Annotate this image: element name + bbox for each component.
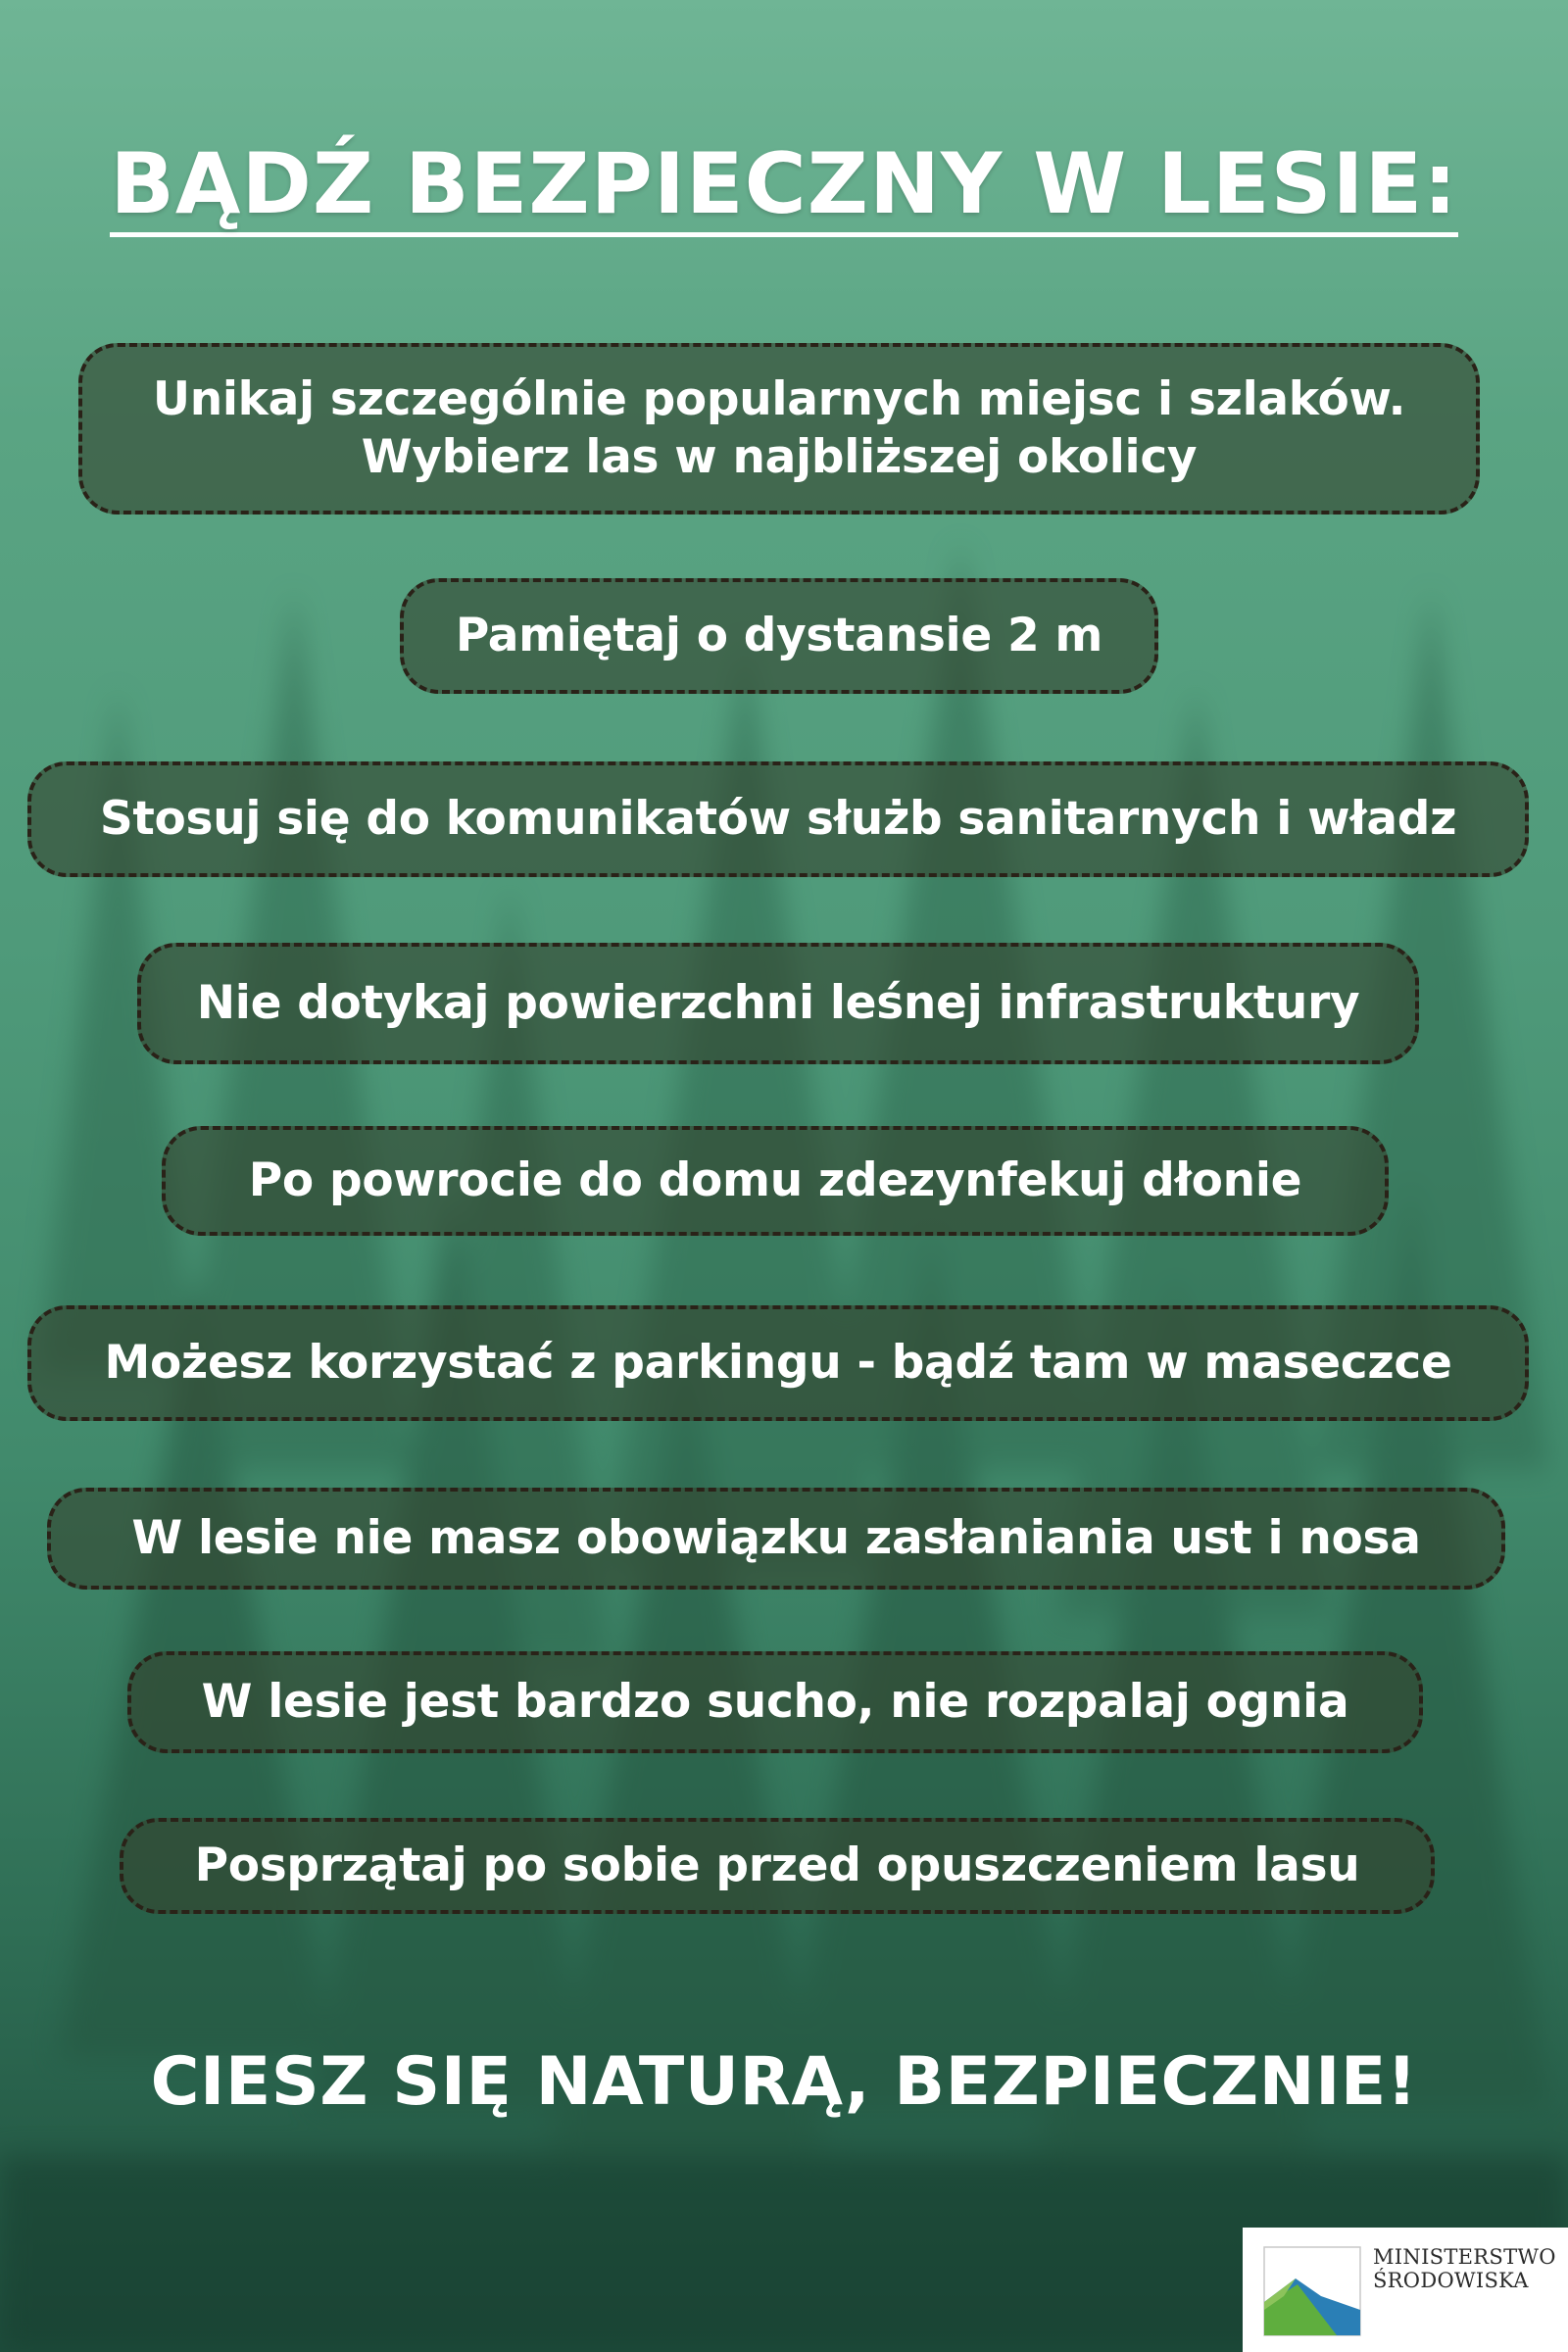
tip-text-1: [153, 371, 1405, 487]
tip-line: Wybierz las w najbliższej okolicy: [361, 429, 1198, 484]
title-text: BĄDŹ BEZPIECZNY W LESIE:: [110, 140, 1457, 237]
closing-slogan: CIESZ SIĘ NATURĄ, BEZPIECZNIE!: [150, 2043, 1418, 2121]
tip-line: Unikaj szczególnie popularnych miejsc i szlaków.: [152, 371, 1406, 426]
tip-text-7: W lesie nie masz obowiązku zasłaniania ust i nosa: [131, 1510, 1421, 1565]
tip-text-9: Posprzątaj po sobie przed opuszczeniem lasu: [194, 1838, 1360, 1892]
tip-pill-7: [47, 1488, 1505, 1590]
tip-pill-1: [78, 343, 1480, 514]
tip-pill-3: [27, 761, 1529, 877]
logo-line-2: ŚRODOWISKA: [1373, 2269, 1529, 2293]
logo-wordmark: [1373, 2245, 1556, 2292]
tip-text-4: Nie dotykaj powierzchni leśnej infrastruktury: [196, 975, 1360, 1030]
logo-line-1: MINISTERSTWO: [1373, 2245, 1556, 2269]
tip-pill-4: [137, 943, 1419, 1064]
page-title: [0, 135, 1568, 237]
tip-text-3: Stosuj się do komunikatów służb sanitarnych i władz: [99, 791, 1457, 846]
tip-text-8: W lesie jest bardzo sucho, nie rozpalaj ognia: [201, 1674, 1349, 1729]
tip-text-2: Pamiętaj o dystansie 2 m: [455, 608, 1103, 662]
tip-pill-6: [27, 1305, 1529, 1421]
ministry-logo: [1243, 2228, 1568, 2352]
tip-pill-8: [127, 1651, 1423, 1753]
tip-pill-5: [162, 1126, 1389, 1236]
ministry-emblem-icon: [1260, 2241, 1364, 2341]
tip-text-6: Możesz korzystać z parkingu - bądź tam w maseczce: [104, 1335, 1452, 1390]
tip-text-5: Po powrocie do domu zdezynfekuj dłonie: [248, 1152, 1302, 1207]
tip-pill-2: [400, 578, 1158, 694]
tip-pill-9: [120, 1818, 1435, 1914]
